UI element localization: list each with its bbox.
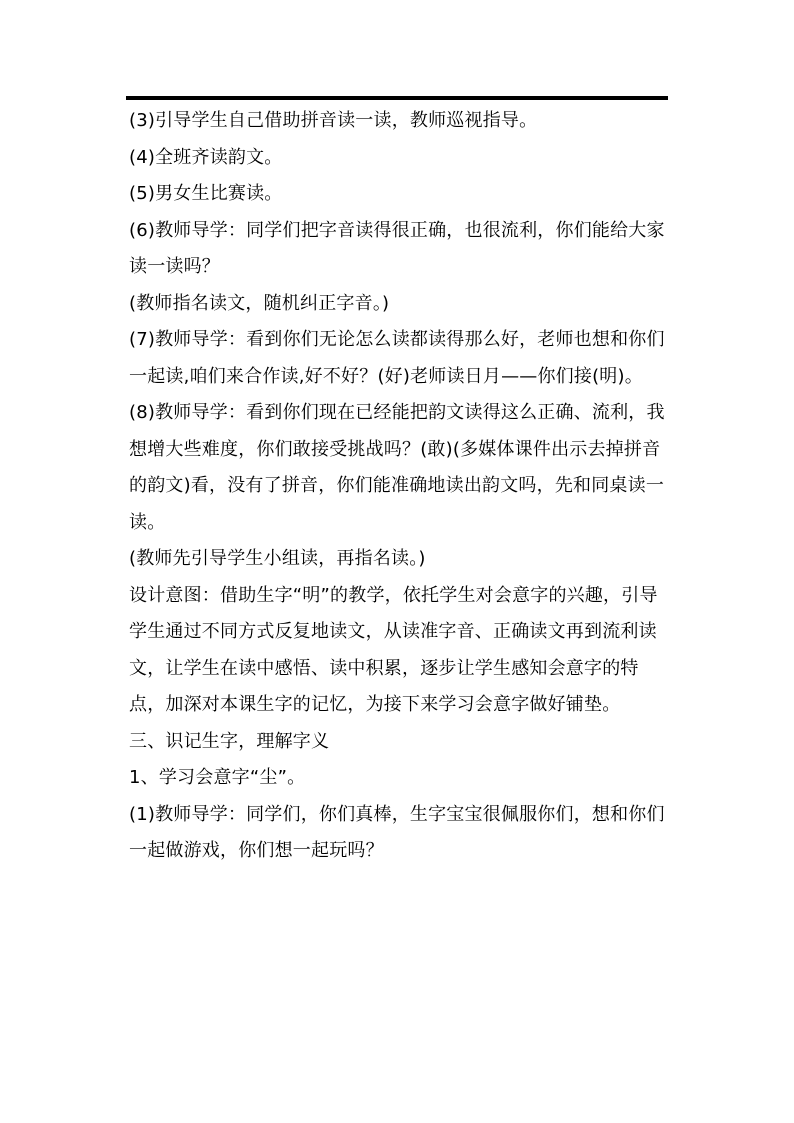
paragraph-step-8: (8)教师导学：看到你们现在已经能把韵文读得这么正确、流利，我想增大些难度，你们敢接受挑战吗？(敢)(多媒体课件出示去掉拼音的韵文)看，没有了拼音，你们能准确地读出韵文吗，先和同桌读一读。	[129, 402, 665, 533]
paragraph-step-1: (1)教师导学：同学们，你们真棒，生字宝宝很佩服你们，想和你们一起做游戏，你们想一起玩吗？	[129, 803, 665, 861]
section-heading: 三、识记生字，理解字义	[129, 730, 330, 752]
paragraph-step-3: (3)引导学生自己借助拼音读一读，教师巡视指导。	[129, 110, 538, 131]
paragraph-step-6: (6)教师导学：同学们把字音读得很正确，也很流利，你们能给大家读一读吗？	[129, 219, 665, 277]
paragraph-step-5: (5)男女生比赛读。	[129, 183, 283, 204]
paragraph-step-4: (4)全班齐读韵文。	[129, 146, 283, 168]
header-rule	[126, 96, 668, 100]
paragraph-note-2: (教师先引导学生小组读，再指名读。)	[129, 548, 426, 569]
paragraph-step-7: (7)教师导学：看到你们无论怎么读都读得那么好，老师也想和你们一起读,咱们来合作读,好不好？(好)老师读日月——你们接(明)。	[129, 329, 665, 387]
paragraph-note-1: (教师指名读文，随机纠正字音。)	[129, 292, 390, 314]
paragraph-design-intent: 设计意图：借助生字“明”的教学，依托学生对会意字的兴趣，引导学生通过不同方式反复地读文，从读准字音、正确读文再到流利读文，让学生在读中感悟、读中积累，逐步让学生感知会意字的特点，加深对本课生字的记忆，为接下来学习会意字做好铺垫。	[129, 584, 658, 715]
paragraph-item-1: 1、学习会意字“尘”。	[129, 767, 306, 788]
document-body	[129, 103, 674, 870]
